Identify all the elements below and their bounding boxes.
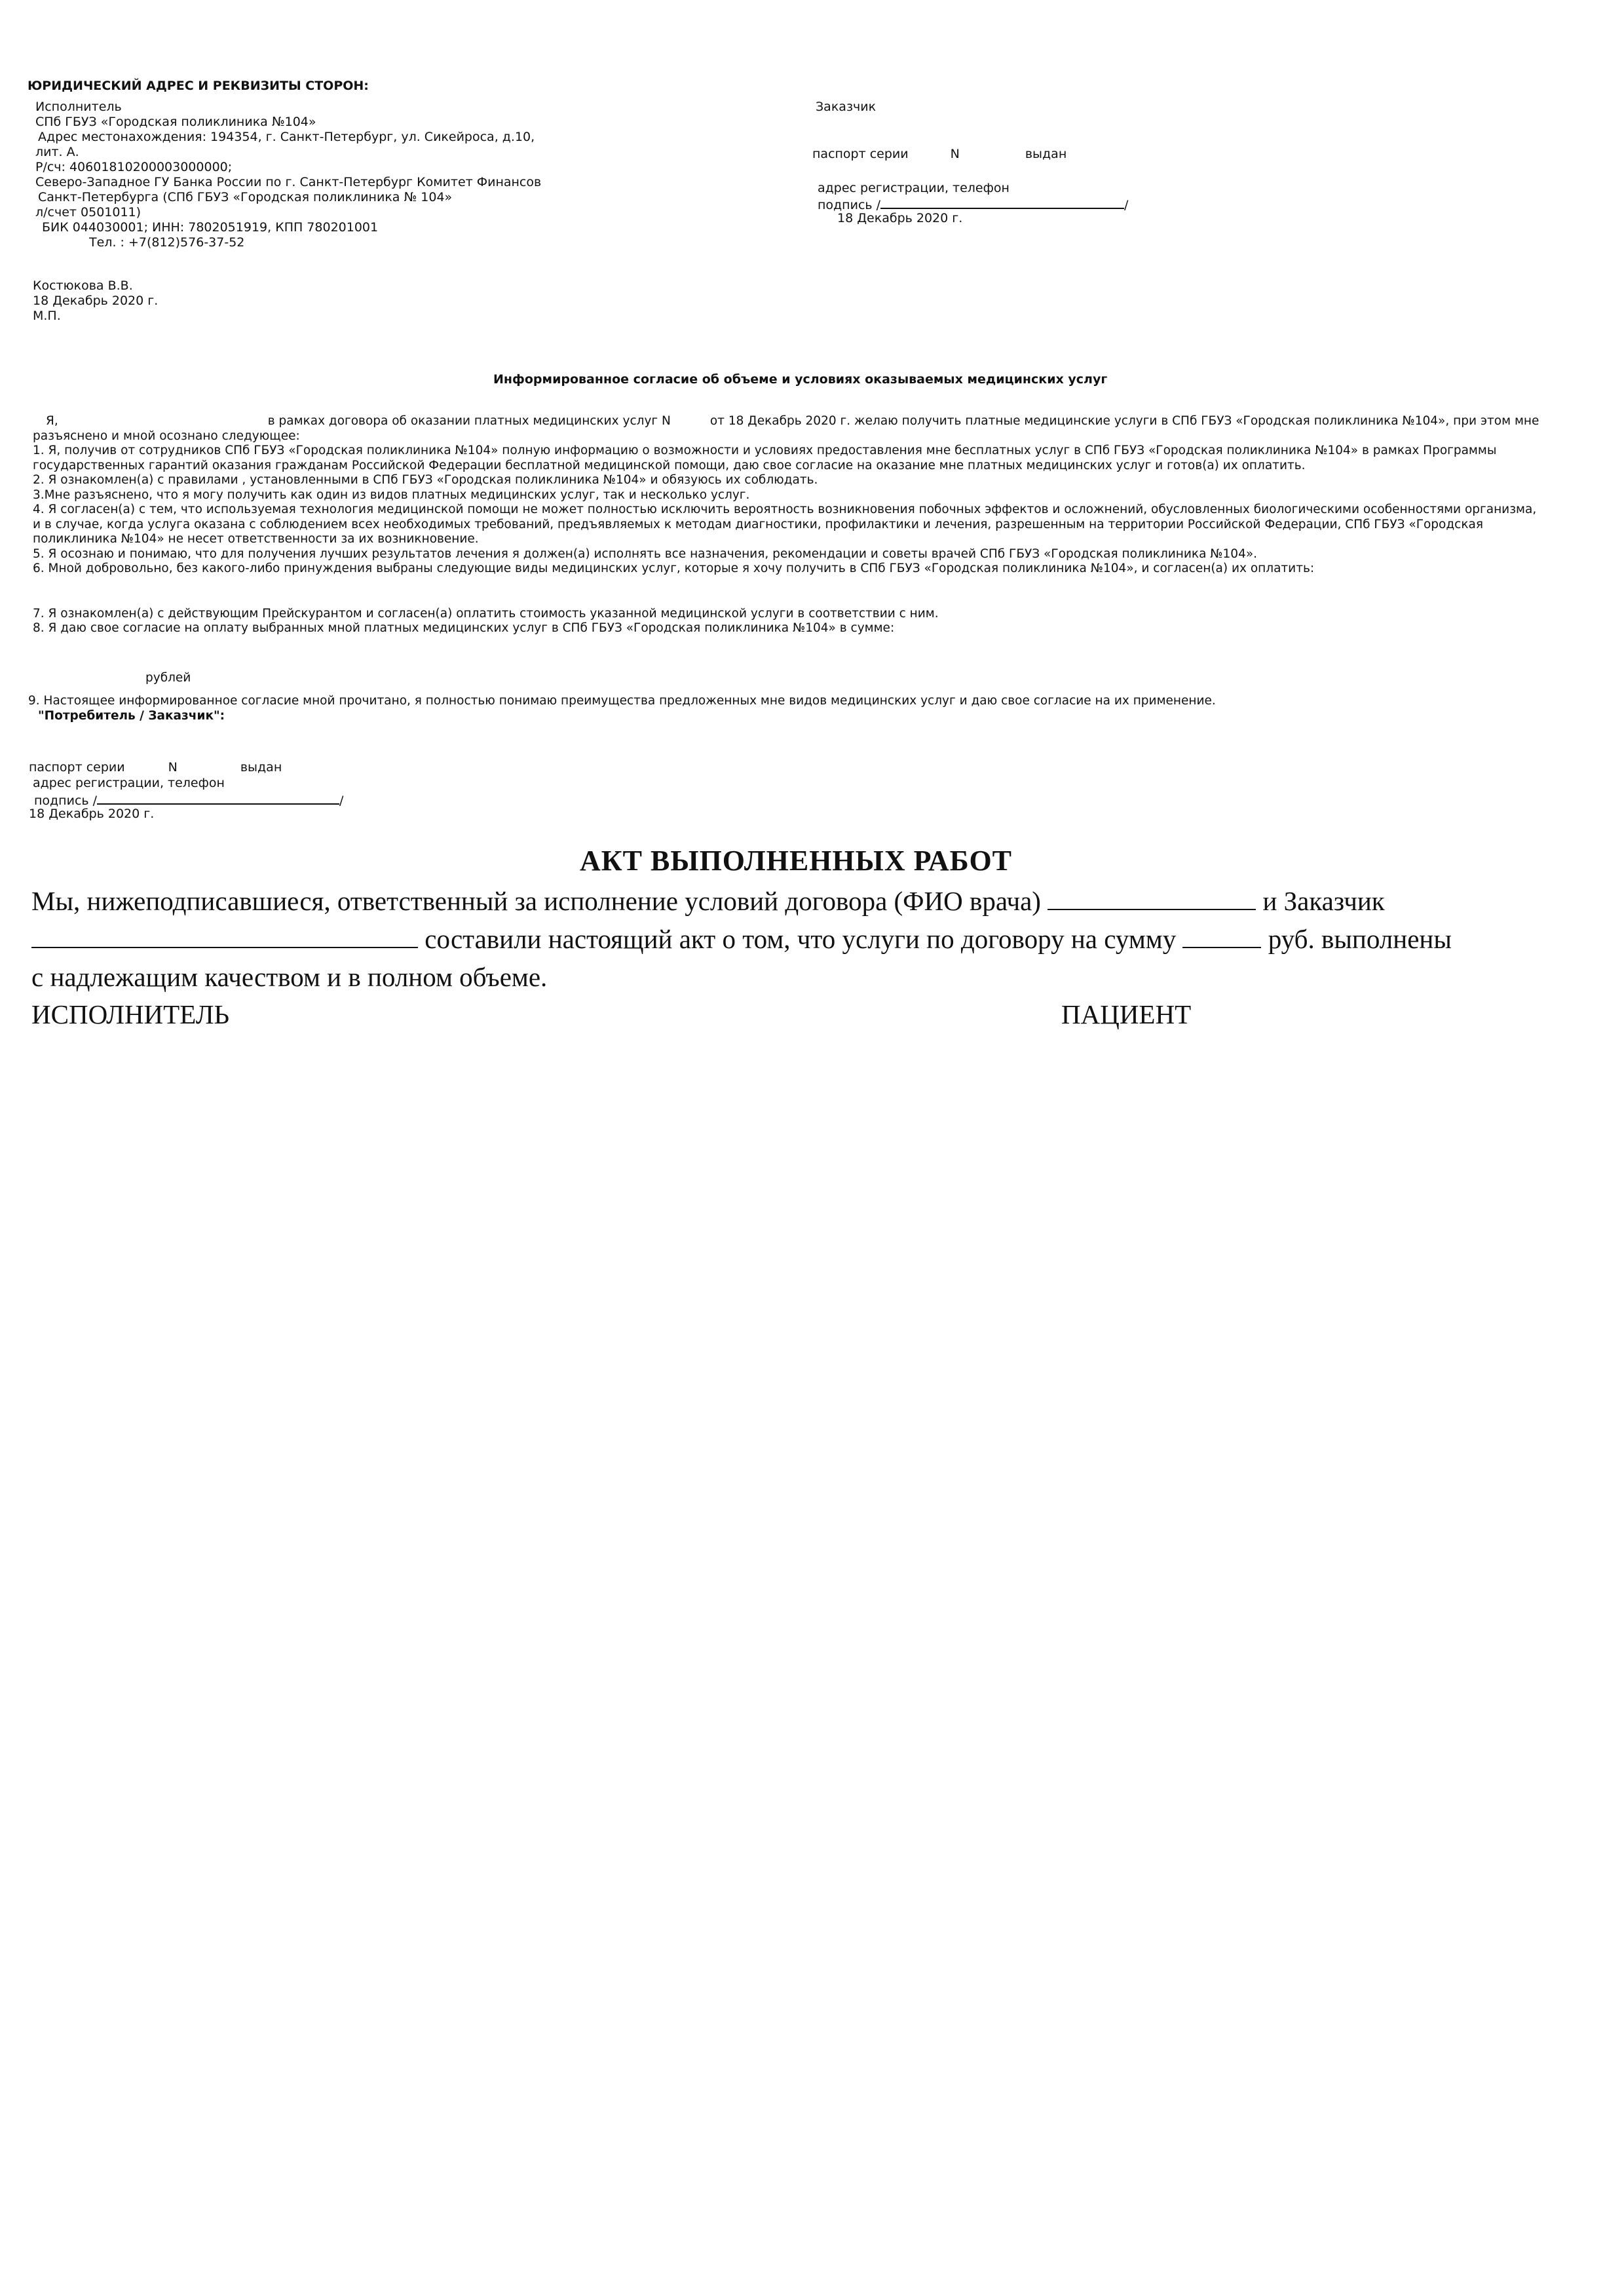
consent-intro: Я, в рамках договора об оказании платных медицинских услуг N от 18 Декабрь 2020 г. желаю получить платные медицинские услуги в СПб ГБУЗ «Городская поликлиника №104», при этом мне [46, 414, 1539, 428]
executor-address: Адрес местонахождения: 194354, г. Санкт-Петербург, ул. Сикейроса, д.10, [38, 130, 535, 144]
act-patient-label: ПАЦИЕНТ [1061, 999, 1192, 1029]
passport-series-label: паспорт серии [812, 147, 909, 161]
consent-title: Информированное согласие об объеме и условиях оказываемых медицинских услуг [493, 372, 1108, 387]
act-line-2: составили настоящий акт о том, что услуги по договору на сумму руб. выполнены [31, 920, 1452, 958]
executor-block [35, 100, 541, 250]
doctor-name-blank[interactable] [1048, 889, 1256, 910]
executor-date: 18 Декабрь 2020 г. [33, 294, 159, 308]
sum-currency: рублей [145, 671, 191, 685]
requisites-title: ЮРИДИЧЕСКИЙ АДРЕС И РЕКВИЗИТЫ СТОРОН: [28, 79, 369, 93]
executor-bank: Северо-Западное ГУ Банка России по г. Санкт-Петербург Комитет Финансов [35, 175, 542, 189]
consent-item-7: 7. Я ознакомлен(а) с действующим Прейскурантом и согласен(а) оплатить стоимость указанной медицинской услуги в соответствии с ним. [33, 606, 939, 621]
executor-address-2: лит. А. [35, 145, 79, 159]
consent-item-1: 1. Я, получив от сотрудников СПб ГБУЗ «Городская поликлиника №104» полную информацию о возможности и условиях предоставления мне бесплатных услуг в СПб ГБУЗ «Городская поликлиника №104» в рамках Программы [33, 444, 1497, 457]
consent-item-2: 2. Я ознакомлен(а) с правилами , установленными в СПб ГБУЗ «Городская поликлиника №104» и обязуюсь их соблюдать. [33, 473, 818, 487]
consumer-signature: подпись / / [34, 792, 343, 809]
consent-item-8: 8. Я даю свое согласие на оплату выбранных мной платных медицинских услуг в СПб ГБУЗ «Городская поликлиника №104» в сумме: [33, 621, 895, 635]
customer-address: адрес регистрации, телефон [818, 181, 1010, 195]
customer-date: 18 Декабрь 2020 г. [837, 211, 963, 225]
consent-item-1-cont: государственных гарантий оказания гражданам Российской Федерации бесплатной медицинской помощи, даю свое согласие на оказание мне платных медицинских услуг и готов(а) их оплатить. [33, 458, 1306, 472]
consumer-label: "Потребитель / Заказчик": [38, 709, 225, 723]
consent-item-9: 9. Настоящее информированное согласие мной прочитано, я полностью понимаю преимущества предложенных мне видов медицинских услуг и даю свое согласие на их применение. [28, 694, 1216, 708]
consent-body [33, 413, 1539, 636]
amount-blank[interactable] [1182, 927, 1261, 948]
passport-issued-label: выдан [1025, 147, 1067, 161]
customer-passport [812, 147, 1067, 162]
act-line-3: с надлежащим качеством и в полном объеме. [31, 962, 548, 992]
customer-name-blank[interactable] [31, 927, 418, 948]
customer-block [816, 100, 876, 115]
signature-line[interactable] [880, 196, 1124, 209]
consent-item-4: 4. Я согласен(а) с тем, что используемая технология медицинской помощи не может полностью исключить вероятность возникновения побочных эффектов и осложнений, обусловленных биологическими особенностями организма, [33, 503, 1537, 516]
act-body [31, 882, 1452, 996]
customer-role: Заказчик [816, 100, 877, 114]
executor-stamp: М.П. [33, 309, 61, 323]
executor-role: Исполнитель [35, 100, 122, 114]
customer-signature: подпись / / [818, 196, 1128, 213]
consumer-address: адрес регистрации, телефон [33, 776, 225, 790]
consent-item-6: 6. Мной добровольно, без какого-либо принуждения выбраны следующие виды медицинских услуг, которые я хочу получить в СПб ГБУЗ «Городская поликлиника №104», и согласен(а) их оплатить: [33, 562, 1315, 575]
executor-bik: БИК 044030001; ИНН: 7802051919, КПП 780201001 [42, 220, 379, 235]
passport-number-label: N [950, 147, 960, 161]
consent-item-3: 3.Мне разъяснено, что я могу получить как один из видов платных медицинских услуг, так и несколько услуг. [33, 488, 750, 502]
executor-account: Р/сч: 40601810200003000000; [35, 160, 233, 174]
consumer-passport: паспорт серии N выдан [29, 760, 282, 775]
executor-name: СПб ГБУЗ «Городская поликлиника №104» [35, 115, 316, 129]
act-line-1: Мы, нижеподписавшиеся, ответственный за исполнение условий договора (ФИО врача) и Заказчик [31, 886, 1385, 916]
consent-item-4-cont-2: поликлиника №104» не несет ответственности за их возникновение. [33, 532, 479, 546]
consent-item-4-cont: и в случае, когда услуга оказана с соблюдением всех необходимых требований, предъявляемых к методам диагностики, профилактики и лечения, разрешенным на территории Российской Федерации, СПб ГБУЗ «Городская [33, 517, 1483, 531]
executor-bank-2: Санкт-Петербурга (СПб ГБУЗ «Городская поликлиника № 104» [38, 190, 453, 204]
act-executor-label: ИСПОЛНИТЕЛЬ [31, 999, 230, 1029]
act-title: АКТ ВЫПОЛНЕННЫХ РАБОТ [580, 845, 1013, 877]
consumer-signature-line[interactable] [97, 792, 339, 805]
executor-bank-3: л/счет 0501011) [35, 205, 142, 220]
name-blank[interactable] [58, 413, 268, 425]
consent-item-5: 5. Я осознаю и понимаю, что для получения лучших результатов лечения я должен(а) исполнять все назначения, рекомендации и советы врачей СПб ГБУЗ «Городская поликлиника №104». [33, 546, 1258, 561]
consent-intro-2: разъяснено и мной осознано следующее: [33, 429, 300, 443]
executor-signer: Костюкова В.В. [33, 278, 133, 293]
consumer-date: 18 Декабрь 2020 г. [29, 807, 155, 821]
executor-phone: Тел. : +7(812)576-37-52 [89, 235, 245, 250]
